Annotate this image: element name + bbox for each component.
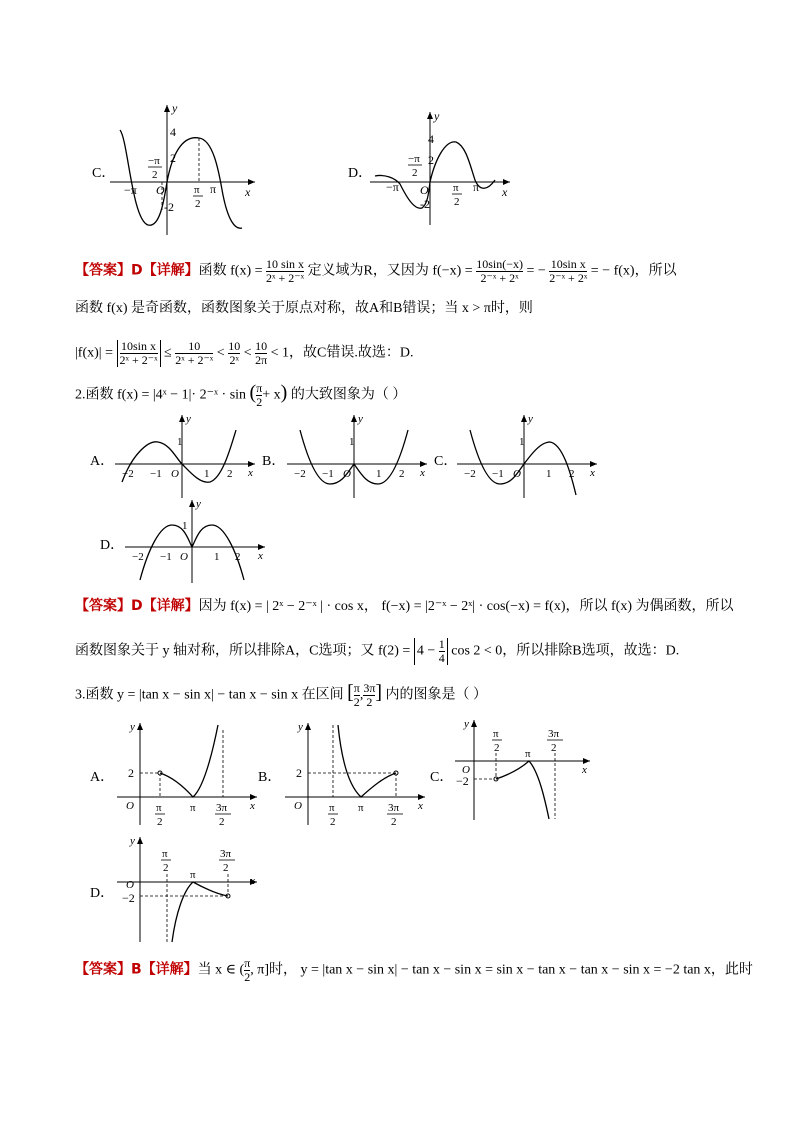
svg-text:x: x (250, 800, 255, 812)
graph-q1-c (110, 100, 260, 240)
svg-text:1: 1 (376, 468, 382, 480)
svg-text:−2: −2 (132, 551, 144, 563)
option-label-c: C． (92, 166, 116, 181)
q2-answer-line2: 函数图象关于 y 轴对称，所以排除A，C选项；又 f(2) = 4 − $\frac{1}{4}$ cos 2 < 0，所以排除B选项，故选：D. (75, 637, 680, 665)
q1-answer-line3: |f(x)| = $\frac{\text{10sin x}}{\text{2ˣ + 2⁻ˣ}}$ ≤ $\frac{10}{\text{2ˣ + 2⁻ˣ}}$ < $\frac{10}{\text{2ˣ}}$ < $\frac{10}{2\pi}$ < 1，故C错误.故选：D. (75, 339, 414, 367)
svg-text:2: 2 (128, 766, 134, 780)
svg-text:y: y (186, 413, 191, 425)
curve (120, 130, 242, 228)
svg-text:y: y (130, 835, 135, 847)
option-label-d: D． (348, 166, 373, 181)
svg-text:−2: −2 (464, 468, 476, 480)
svg-text:x: x (420, 467, 425, 479)
tick-neg-pi: −π (124, 183, 137, 197)
origin-label: O (420, 183, 429, 197)
tick-neg-pi-half-num: −π (408, 153, 420, 165)
tick-pi-half-num: π (194, 184, 200, 196)
svg-text:2: 2 (399, 468, 405, 480)
svg-text:3π: 3π (216, 802, 228, 814)
tick-neg-pi: −π (386, 180, 399, 194)
svg-text:O: O (513, 468, 521, 480)
svg-text:O: O (343, 468, 351, 480)
svg-text:2: 2 (219, 816, 225, 828)
tick-pi: π (473, 180, 480, 194)
svg-text:2: 2 (163, 862, 169, 874)
svg-text:2: 2 (157, 816, 163, 828)
svg-text:−2: −2 (456, 774, 469, 788)
svg-text:π: π (190, 869, 196, 881)
svg-text:1: 1 (214, 551, 220, 563)
graph-q2-c (452, 410, 602, 500)
tick-pi: π (210, 182, 217, 196)
curve (375, 142, 495, 208)
option-label-a: A． (90, 454, 115, 469)
graph-q2-d (120, 495, 270, 585)
svg-text:O: O (180, 551, 188, 563)
answer-tag: 【答案】B【详解】 (75, 961, 198, 978)
x-axis-label: x (245, 185, 251, 199)
svg-text:y: y (528, 413, 533, 425)
svg-text:1: 1 (182, 520, 188, 532)
q2-stem: 2.函数 f(x) = |4ˣ − 1|· 2⁻ˣ · sin ( $\frac{\pi}{2}$ + x) 的大致图象为（ ） (75, 381, 407, 409)
svg-text:x: x (258, 550, 263, 562)
svg-text:y: y (358, 413, 363, 425)
svg-text:1: 1 (177, 436, 183, 448)
tick-neg-pi-half-den: 2 (152, 169, 158, 181)
svg-text:π: π (358, 802, 364, 814)
svg-text:y: y (464, 718, 469, 730)
svg-text:3π: 3π (548, 728, 560, 740)
svg-text:1: 1 (546, 468, 552, 480)
graph-q2-b (282, 410, 432, 500)
svg-text:O: O (294, 800, 302, 812)
svg-text:π: π (162, 848, 168, 860)
graph-q3-d (112, 832, 262, 947)
tick-2: 2 (428, 153, 434, 167)
graph-q3-b (280, 715, 430, 830)
svg-text:y: y (196, 498, 201, 510)
answer-tag: 【答案】D【详解】 (75, 262, 199, 279)
option-label-c: C． (434, 454, 458, 469)
tick-pi-half-den: 2 (195, 198, 201, 210)
svg-text:y: y (130, 721, 135, 733)
q3-answer-line: 【答案】B【详解】当 x ∈ ( $\frac{\pi}{2}$ , π]时， y = |tan x − sin x| − tan x − sin x = sin x − tan x − tan x − sin x = −2 tan x，此时 (75, 956, 753, 984)
graph-q1-d (370, 100, 520, 230)
q3-stem: 3.函数 y = |tan x − sin x| − tan x − sin x 在区间 [ $\frac{\pi}{2}$ , $\frac{3\pi}{2}$ ] 内的图象是（ ） (75, 681, 488, 709)
y-axis-label: y (172, 101, 178, 115)
svg-text:−2: −2 (122, 468, 134, 480)
option-label-d: D． (90, 886, 115, 901)
tick-neg-pi-half-den: 2 (412, 167, 418, 179)
svg-text:−1: −1 (160, 551, 172, 563)
tick-2: 2 (170, 151, 176, 165)
tick-neg-2: -2 (420, 197, 430, 211)
svg-text:π: π (329, 802, 335, 814)
svg-text:−1: −1 (492, 468, 504, 480)
svg-text:2: 2 (223, 862, 229, 874)
svg-text:2: 2 (569, 468, 575, 480)
graph-q3-a (112, 715, 262, 830)
svg-text:−1: −1 (322, 468, 334, 480)
svg-text:3π: 3π (388, 802, 400, 814)
svg-text:−2: −2 (122, 891, 135, 905)
svg-text:2: 2 (330, 816, 336, 828)
tick-pi-half-num: π (453, 182, 459, 194)
q1-answer-line1: 【答案】D【详解】函数 f(x) = $\frac{\text{10 sin x}}{\text{2ˣ + 2⁻ˣ}}$ 定义域为R，又因为 f(−x) = $\frac{10\sin(-x)}{\text{2⁻ˣ + 2ˣ}}$ = − $\frac{\text{10sin x}}{\text{2⁻ˣ + 2ˣ}}$ = − f(x)，所以 (75, 257, 677, 285)
tick-4: 4 (428, 132, 434, 146)
svg-text:−2: −2 (294, 468, 306, 480)
svg-text:O: O (462, 764, 470, 776)
x-axis-label: x (502, 185, 508, 199)
svg-text:3π: 3π (220, 848, 232, 860)
svg-text:O: O (126, 800, 134, 812)
svg-text:O: O (171, 468, 179, 480)
option-label-c: C． (430, 770, 454, 785)
svg-text:x: x (590, 467, 595, 479)
svg-text:π: π (190, 802, 196, 814)
svg-text:1: 1 (519, 436, 525, 448)
tick-neg-2: -2 (164, 200, 174, 214)
option-label-b: B． (262, 454, 286, 469)
svg-text:2: 2 (296, 766, 302, 780)
graph-q3-c (450, 715, 600, 827)
tick-neg-pi-half-num: −π (148, 155, 160, 167)
svg-text:−1: −1 (150, 468, 162, 480)
tick-pi-half-den: 2 (454, 196, 460, 208)
q1-answer-line2: 函数 f(x) 是奇函数，函数图象关于原点对称，故A和B错误；当 x > π时，则 (75, 301, 533, 316)
svg-text:1: 1 (204, 468, 210, 480)
answer-tag: 【答案】D【详解】 (75, 598, 199, 614)
svg-text:2: 2 (551, 742, 557, 754)
svg-text:2: 2 (227, 468, 233, 480)
svg-text:x: x (248, 467, 253, 479)
svg-text:1: 1 (349, 436, 355, 448)
q2-answer-line1: 【答案】D【详解】因为 f(x) = | 2ˣ − 2⁻ˣ | · cos x， f(−x) = |2⁻ˣ − 2ˣ| · cos(−x) = f(x)，所以 f(x) 为偶函数，所以 (75, 598, 734, 614)
y-axis-label: y (434, 109, 440, 123)
svg-text:π: π (156, 802, 162, 814)
svg-text:2: 2 (235, 551, 241, 563)
svg-text:x: x (582, 764, 587, 776)
svg-text:2: 2 (494, 742, 500, 754)
svg-text:π: π (525, 748, 531, 760)
svg-text:x: x (250, 875, 255, 887)
tick-4: 4 (170, 125, 176, 139)
option-label-a: A． (90, 770, 115, 785)
svg-text:2: 2 (391, 816, 397, 828)
svg-text:π: π (493, 728, 499, 740)
graph-q2-a (110, 410, 260, 500)
option-label-b: B． (258, 770, 282, 785)
svg-text:O: O (126, 879, 134, 891)
svg-text:y: y (298, 721, 303, 733)
svg-text:x: x (418, 800, 423, 812)
origin-label: O (156, 183, 165, 197)
option-label-d: D． (100, 538, 125, 553)
